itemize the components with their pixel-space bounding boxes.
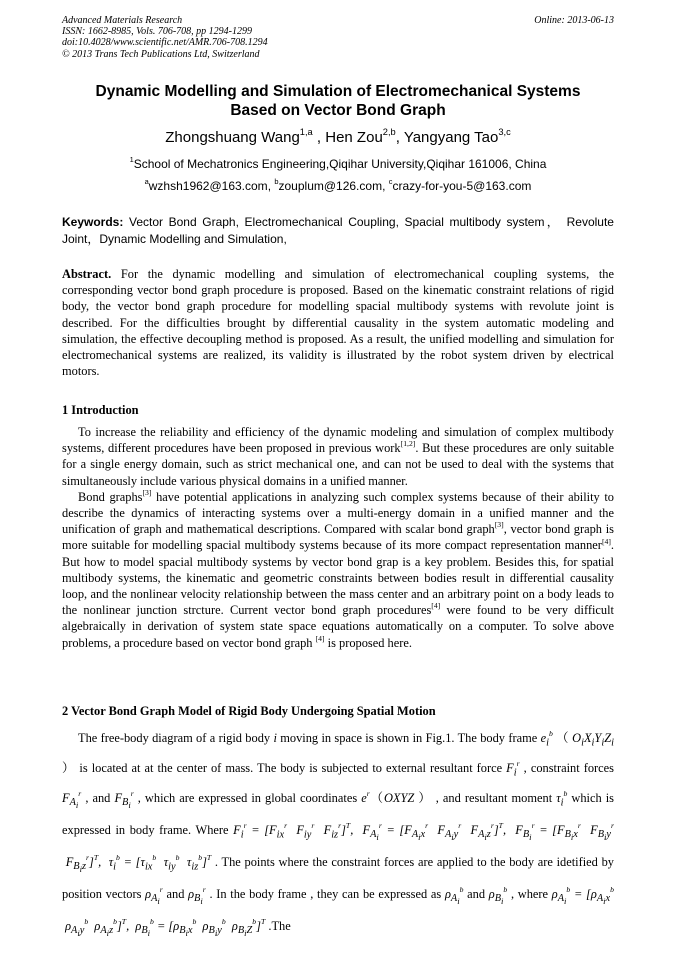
journal-info [62, 15, 268, 60]
paper-title [62, 82, 614, 120]
doi-line: doi:10.4028/www.scientific.net/AMR.706-708.1294 [62, 37, 268, 49]
author-name: Yangyang Tao [403, 129, 499, 146]
issn-line: ISSN: 1662-8985, Vols. 706-708, pp 1294-1299 [62, 26, 252, 38]
affiliation-text: School of Mechatronics Engineering,Qiqihar University,Qiqihar 161006, China [133, 157, 547, 171]
abstract [62, 266, 614, 379]
affiliation [62, 157, 614, 171]
email-sup: b [274, 177, 279, 187]
formula: $\tau_i^b$ [556, 788, 568, 809]
citation: [1,2] [400, 439, 416, 449]
email-link[interactable]: wzhsh1962@163.com [148, 179, 268, 193]
title-line-2: Based on Vector Bond Graph [230, 102, 446, 119]
email-sup: a [144, 177, 149, 187]
formula: $\rho_{A_i}^b$ [444, 884, 464, 907]
email-link[interactable]: zouplum@126.com [278, 179, 383, 193]
paragraph: To increase the reliability and efficiency of the dynamic modeling and simulation of complex multibody systems, different procedures have been proposed in previous work[1,2]. But these procedures are only suitable for a single energy domain, such as strict mechanical one, and can not be used to deal with the systems that simultaneously include various physical domains in a unified manner. [62, 425, 614, 488]
abstract-text: For the dynamic modelling and simulation of electromechanical coupling systems, the corresponding vector bond graph procedure is proposed. Based on the kinematic constraint relations of rigid body, the vector bond graph procedure for modelling spacial multibody systems with revolute joint is described. For the difficulties brought by differential causality in the system automatic modeling and simulation, the effective decoupling method is proposed. As a result, the unified modelling and simulation for electromechanical systems are realized, its validity is illustrated by the robot system driven by electrical motors. [62, 267, 614, 379]
citation: [4] [601, 536, 611, 546]
formula: $F_{B_i}^r$ [114, 788, 134, 811]
formula: $\rho_{A_i}^r$ [145, 884, 163, 907]
formula: $e_i^b$ [540, 729, 553, 749]
introduction-body [62, 424, 614, 651]
formula: $F_{A_i}^r$ [62, 788, 82, 811]
formula: $\rho_{A_i}^b = [\rho_{A_ix}^b$ $\rho_{A_iy}^b$ $\rho_{A_iz}^b]^T$, $\rho_{B_i}^b = [\rho_{B_ix}^b$ $\rho_{B_iy}^b$ $\rho_{B_iZ}^b]^T$ [62, 884, 614, 939]
affiliation-sup: 1 [129, 155, 134, 165]
copyright-line: © 2013 Trans Tech Publications Ltd, Switzerland [62, 48, 260, 60]
online-date: Online: 2013-06-13 [534, 15, 614, 26]
author-sup: 3,c [498, 127, 511, 138]
section-2-body [62, 726, 614, 945]
citation: [4] [431, 601, 441, 611]
paragraph: Bond graphs[3] have potential applications in analyzing such complex systems because of their ability to describe the dynamics of interacting systems over a multi-energy domain in a unified manner and the unification of graph and mathematical descriptions. Compared with scalar bond graph[3], vector bond graph is more suitable for modelling spacial multibody systems because of its more compact representation manner[4]. But how to model spacial multibody systems by vector bond grap is a key problem. Besides this, for spatial multibody systems, the kinematic and geometric constraints between bodies result in differential causality loop, and the nonlinear velocity relationship between the mass center and an arbitrary point on a body leads to the nonlinear junction strcture. Current vector bond graph procedures[4] were found to be very difficult algebraically in derivation of system state space equations automatically on a computer. To solve above problems, a procedure based on vector bond graph [4] is proposed here. [62, 487, 614, 650]
citation: [4] [315, 633, 325, 643]
formula: $F_i^r = [F_{ix}^r$ $F_{iy}^r$ $F_{iz}^r]^T$, $F_{A_i}^r = [F_{A_ix}^r$ $F_{A_iy}^r$ $F_{A_iz}^r]^T$, $F_{B_i}^r = [F_{B_ix}^r$ $F_{B_iy}^r$ $F_{B_iz}^r]^T$, $\tau_i^b = [\tau_{ix}^b$ $\tau_{iy}^b$ $\tau_{iz}^b]^T$ [62, 820, 615, 875]
keywords [62, 214, 614, 248]
author-sup: 2,b [382, 127, 396, 138]
keywords-text: Vector Bond Graph, Electromechanical Coupling, Spacial multibody system， Revolute Joint，Dynamic Modelling and Simulation, [62, 215, 614, 246]
title-line-1: Dynamic Modelling and Simulation of Electromechanical Systems [95, 83, 581, 100]
formula: $F_i^r$ [506, 758, 520, 779]
formula: $\rho_{B_i}^b$ [488, 884, 508, 907]
author-name: Hen Zou [325, 129, 383, 146]
formula: $e^r$ [361, 788, 370, 805]
paragraph: The free-body diagram of a rigid body i moving in space is shown in Fig.1. The body frame $e_i^b$ （ $O_iX_iY_iZ_i$ ） is located at at the center of mass. The body is subjected to external resultant force $F_i^r$ , constraint forces $F_{A_i}^r$ , and $F_{B_i}^r$ , which are expressed in global coordinates $e^r(OXYZ$ ） , and resultant moment $\tau_i^b$ which is expressed in body frame. Where $F_i^r = [F_{ix}^r$ $F_{iy}^r$ $F_{iz}^r]^T$, $F_{A_i}^r = [F_{A_ix}^r$ $F_{A_iy}^r$ $F_{A_iz}^r]^T$, $F_{B_i}^r = [F_{B_ix}^r$ $F_{B_iy}^r$ $F_{B_iz}^r]^T$, $\tau_i^b = [\tau_{ix}^b$ $\tau_{iy}^b$ $\tau_{iz}^b]^T$ . The points where the constraint forces are applied to the body are idetified by position vectors $\rho_{A_i}^r$ and $\rho_{B_i}^r$ . In the body frame , they can be expressed as $\rho_{A_i}^b$ and $\rho_{B_i}^b$ , where $\rho_{A_i}^b = [\rho_{A_ix}^b$ $\rho_{A_iy}^b$ $\rho_{A_iz}^b]^T$, $\rho_{B_i}^b = [\rho_{B_ix}^b$ $\rho_{B_iy}^b$ $\rho_{B_iZ}^b]^T$ .The [62, 729, 615, 939]
formula: $\rho_{B_i}^r$ [188, 884, 206, 907]
citation: [3] [494, 520, 504, 530]
citation: [3] [142, 487, 152, 497]
keywords-label: Keywords: [62, 215, 124, 229]
email-list: $^a$wzhsh1962@163.com, $^b$zouplum@126.com, $^c$crazy-for-you-5@163.com [144, 177, 532, 193]
formula: $O_iX_iY_iZ_i$ [572, 731, 614, 749]
author-name: Zhongshuang Wang [165, 129, 300, 146]
section-2-heading: 2 Vector Bond Graph Model of Rigid Body Undergoing Spatial Motion [62, 704, 436, 718]
abstract-label: Abstract. [62, 267, 112, 281]
email-sup: c [388, 177, 393, 187]
author-list: Zhongshuang Wang$^{1,a}$ , Hen Zou$^{2,b}$, Yangyang Tao$^{3,c}$ [165, 127, 511, 146]
author-sup: 1,a [299, 127, 313, 138]
journal-name: Advanced Materials Research [62, 15, 183, 26]
email-link[interactable]: crazy-for-you-5@163.com [392, 179, 532, 193]
section-1-heading: 1 Introduction [62, 403, 139, 417]
